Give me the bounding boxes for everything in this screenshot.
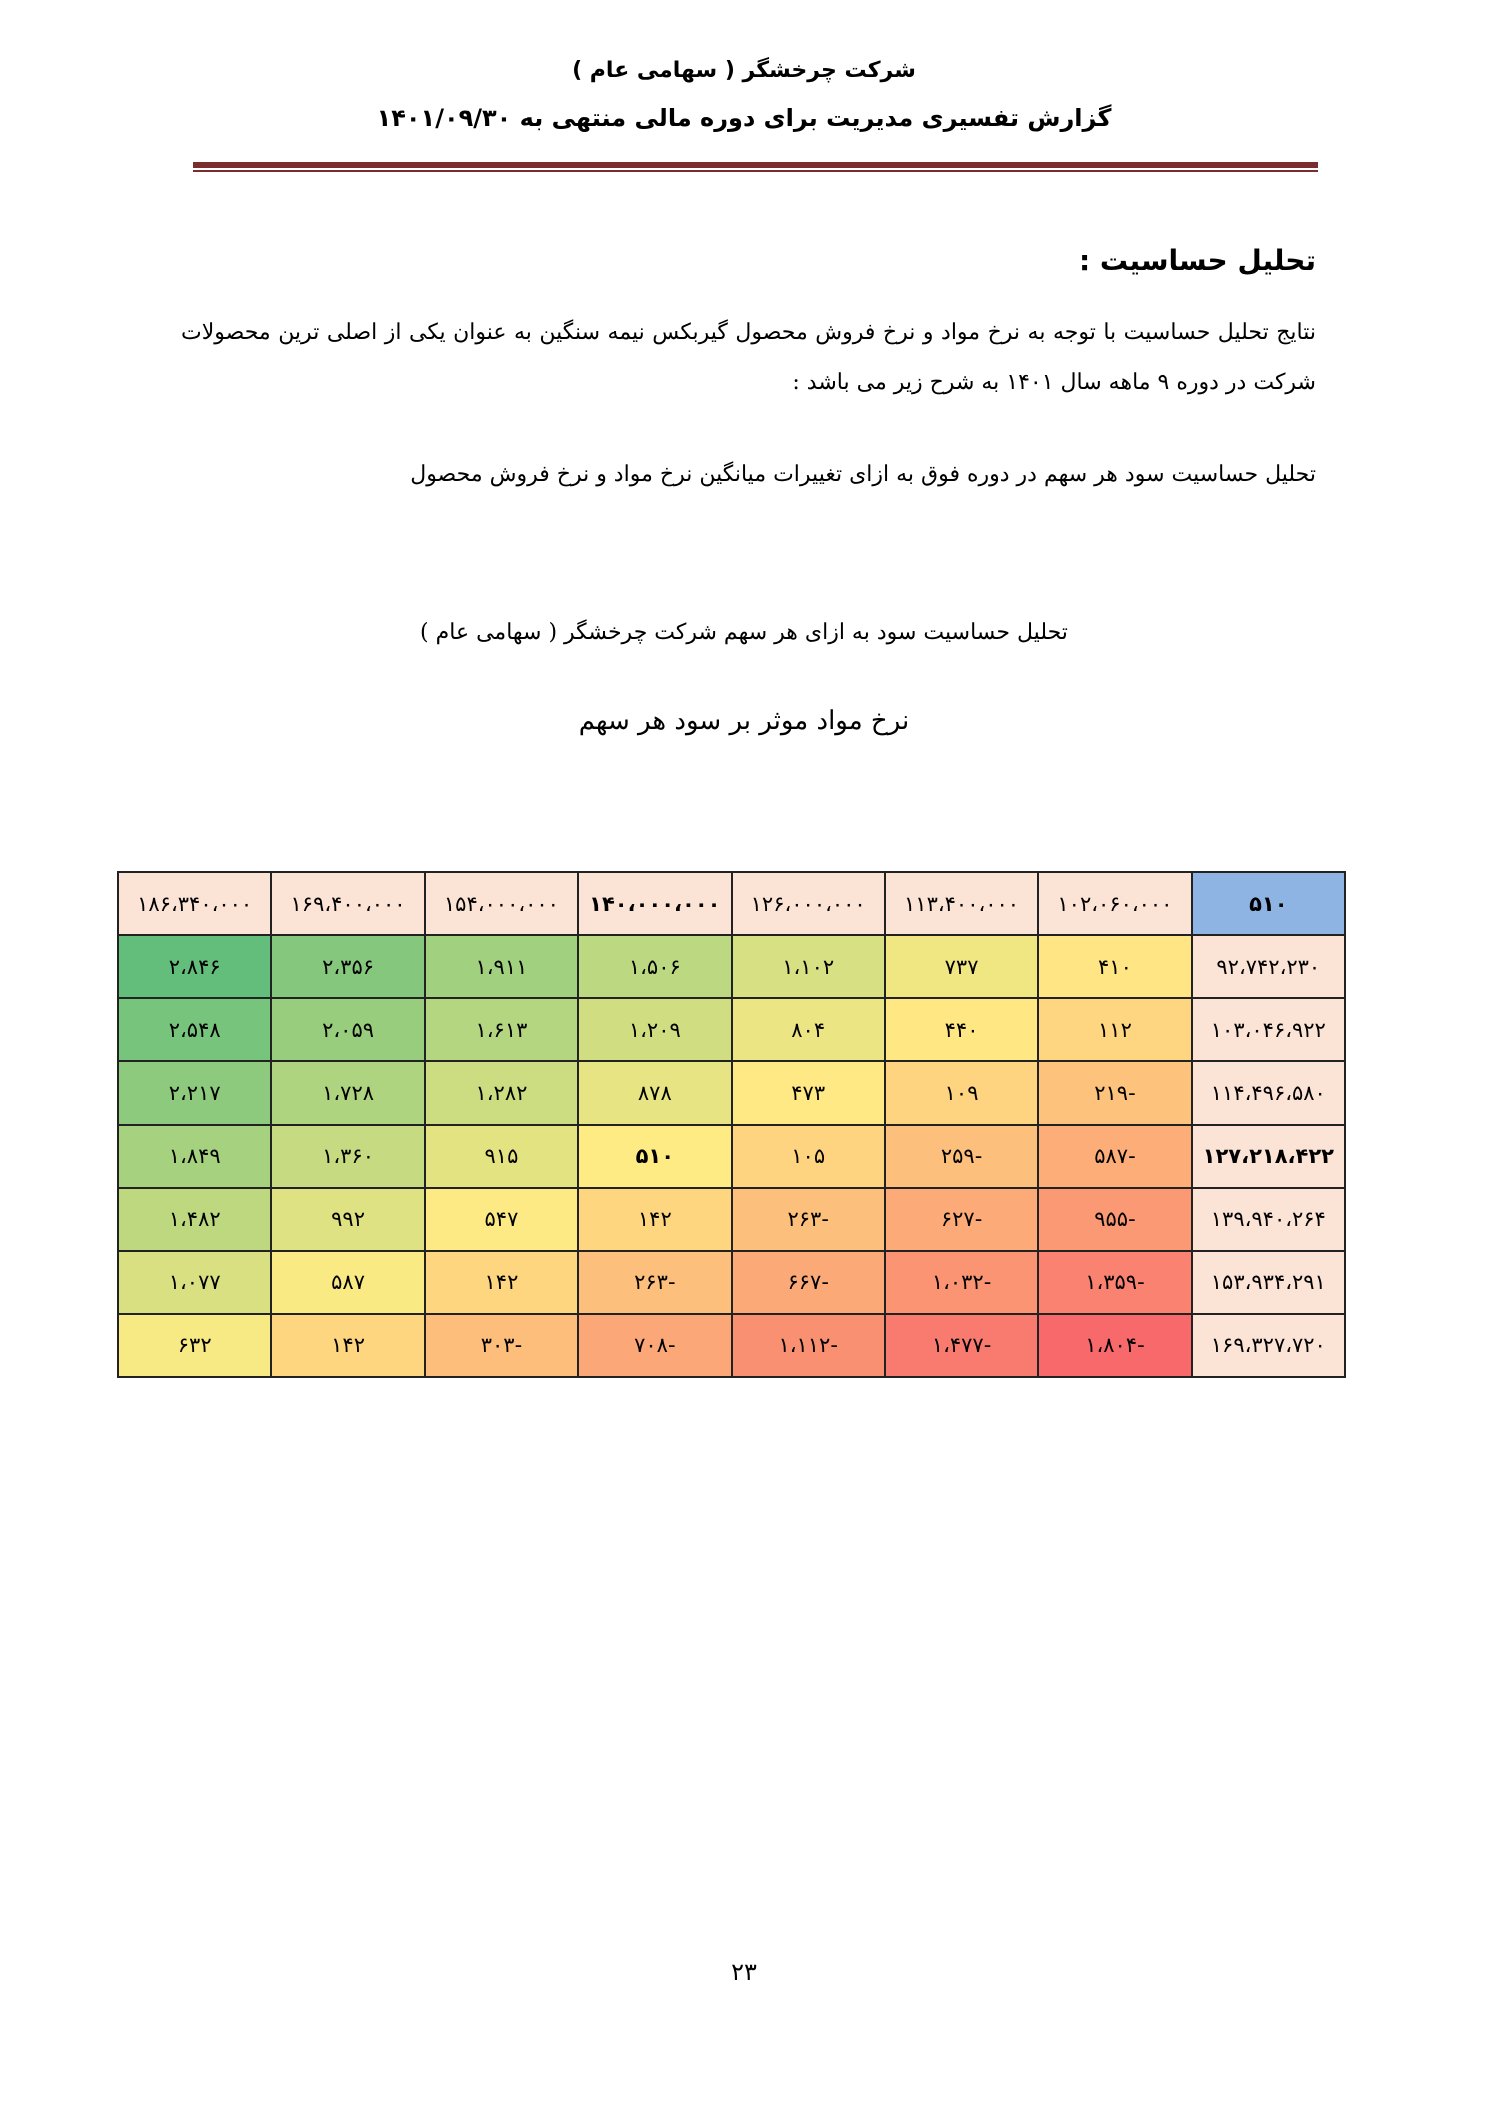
table-cell: ۴۱۰ [1038, 935, 1191, 998]
table-cell: -۵۸۷ [1038, 1125, 1191, 1188]
table-cell: ۲،۲۱۷ [118, 1061, 271, 1124]
table-cell: ۲،۸۴۶ [118, 935, 271, 998]
table-cell: -۲۶۳ [732, 1188, 885, 1251]
table-cell: ۶۳۲ [118, 1314, 271, 1377]
table-cell: ۱۴۲ [425, 1251, 578, 1314]
header-company: شرکت چرخشگر ( سهامی عام ) [572, 58, 916, 83]
table-row [118, 935, 1345, 998]
table-cell: -۷۰۸ [578, 1314, 731, 1377]
table-cell: ۸۷۸ [578, 1061, 731, 1124]
column-header: ۱۴۰،۰۰۰،۰۰۰ [578, 872, 731, 935]
row-header: ۹۲،۷۴۲،۲۳۰ [1192, 935, 1345, 998]
page-number: ۲۳ [731, 1958, 757, 1986]
table-cell: ۱،۶۱۳ [425, 998, 578, 1061]
table-row [118, 998, 1345, 1061]
table-cell: ۱،۳۶۰ [271, 1125, 424, 1188]
paragraph-intro: نتایج تحلیل حساسیت با توجه به نرخ مواد و نرخ فروش محصول گیربکس نیمه سنگین به عنوان یکی از اصلی ترین محصولات شرکت در دوره ۹ ماهه سال ۱۴۰۱ به شرح زیر می باشد : [181, 320, 1316, 395]
table-cell: ۱،۱۰۲ [732, 935, 885, 998]
row-header: ۱۰۳،۰۴۶،۹۲۲ [1192, 998, 1345, 1061]
column-header: ۱۱۳،۴۰۰،۰۰۰ [885, 872, 1038, 935]
table-cell: ۵۴۷ [425, 1188, 578, 1251]
table-cell: -۱،۱۱۲ [732, 1314, 885, 1377]
paragraph-description: تحلیل حساسیت سود هر سهم در دوره فوق به ازای تغییرات میانگین نرخ مواد و نرخ فروش محصول [410, 462, 1316, 487]
table-row [118, 1314, 1345, 1377]
table-cell: ۱۴۲ [271, 1314, 424, 1377]
table-caption-subtitle: نرخ مواد موثر بر سود هر سهم [578, 706, 910, 736]
table-row [118, 1125, 1345, 1188]
row-header: ۱۵۳،۹۳۴،۲۹۱ [1192, 1251, 1345, 1314]
table-cell: ۵۸۷ [271, 1251, 424, 1314]
table-cell: ۱،۸۴۹ [118, 1125, 271, 1188]
table-cell: ۱،۹۱۱ [425, 935, 578, 998]
table-cell: ۱۱۲ [1038, 998, 1191, 1061]
header-rule-thin [193, 170, 1318, 172]
table-cell: ۱۴۲ [578, 1188, 731, 1251]
table-cell: -۲۵۹ [885, 1125, 1038, 1188]
table-row [118, 1251, 1345, 1314]
table-cell: ۴۷۳ [732, 1061, 885, 1124]
table-cell: -۲۱۹ [1038, 1061, 1191, 1124]
section-heading: تحلیل حساسیت : [1078, 244, 1316, 277]
table-cell: ۲،۳۵۶ [271, 935, 424, 998]
table-cell: ۱،۲۰۹ [578, 998, 731, 1061]
table-cell: -۱،۳۵۹ [1038, 1251, 1191, 1314]
table-cell: ۱،۷۲۸ [271, 1061, 424, 1124]
row-header: ۱۶۹،۳۲۷،۷۲۰ [1192, 1314, 1345, 1377]
header-report-title: گزارش تفسیری مدیریت برای دوره مالی منتهی به ۱۴۰۱/۰۹/۳۰ [376, 104, 1112, 132]
table-cell: ۹۹۲ [271, 1188, 424, 1251]
table-corner-cell: ۵۱۰ [1192, 872, 1345, 935]
table-cell: -۲۶۳ [578, 1251, 731, 1314]
column-header: ۱۸۶،۳۴۰،۰۰۰ [118, 872, 271, 935]
column-header: ۱۵۴،۰۰۰،۰۰۰ [425, 872, 578, 935]
table-cell: ۱،۵۰۶ [578, 935, 731, 998]
table-cell: -۶۲۷ [885, 1188, 1038, 1251]
header-rule-thick [193, 162, 1318, 168]
table-cell: ۷۳۷ [885, 935, 1038, 998]
table-cell: -۹۵۵ [1038, 1188, 1191, 1251]
table-cell: ۹۱۵ [425, 1125, 578, 1188]
table-row [118, 1188, 1345, 1251]
table-cell: ۱،۰۷۷ [118, 1251, 271, 1314]
column-header: ۱۶۹،۴۰۰،۰۰۰ [271, 872, 424, 935]
table-cell: ۴۴۰ [885, 998, 1038, 1061]
column-header: ۱۰۲،۰۶۰،۰۰۰ [1038, 872, 1191, 935]
table-cell: -۱،۰۳۲ [885, 1251, 1038, 1314]
table-cell: -۱،۸۰۴ [1038, 1314, 1191, 1377]
table-cell: ۲،۵۴۸ [118, 998, 271, 1061]
table-cell: -۱،۴۷۷ [885, 1314, 1038, 1377]
column-header: ۱۲۶،۰۰۰،۰۰۰ [732, 872, 885, 935]
row-header: ۱۱۴،۴۹۶،۵۸۰ [1192, 1061, 1345, 1124]
row-header: ۱۳۹،۹۴۰،۲۶۴ [1192, 1188, 1345, 1251]
sensitivity-table [117, 871, 1346, 1378]
table-caption-title: تحلیل حساسیت سود به ازای هر سهم شرکت چرخشگر ( سهامی عام ) [420, 620, 1068, 645]
table-cell: ۲،۰۵۹ [271, 998, 424, 1061]
row-header: ۱۲۷،۲۱۸،۴۲۲ [1192, 1125, 1345, 1188]
table-cell: ۵۱۰ [578, 1125, 731, 1188]
table-cell: -۳۰۳ [425, 1314, 578, 1377]
table-cell: ۱،۲۸۲ [425, 1061, 578, 1124]
table-cell: -۶۶۷ [732, 1251, 885, 1314]
table-cell: ۱۰۹ [885, 1061, 1038, 1124]
table-cell: ۱،۴۸۲ [118, 1188, 271, 1251]
table-row [118, 1061, 1345, 1124]
table-cell: ۱۰۵ [732, 1125, 885, 1188]
table-cell: ۸۰۴ [732, 998, 885, 1061]
table-header-row [118, 872, 1345, 935]
